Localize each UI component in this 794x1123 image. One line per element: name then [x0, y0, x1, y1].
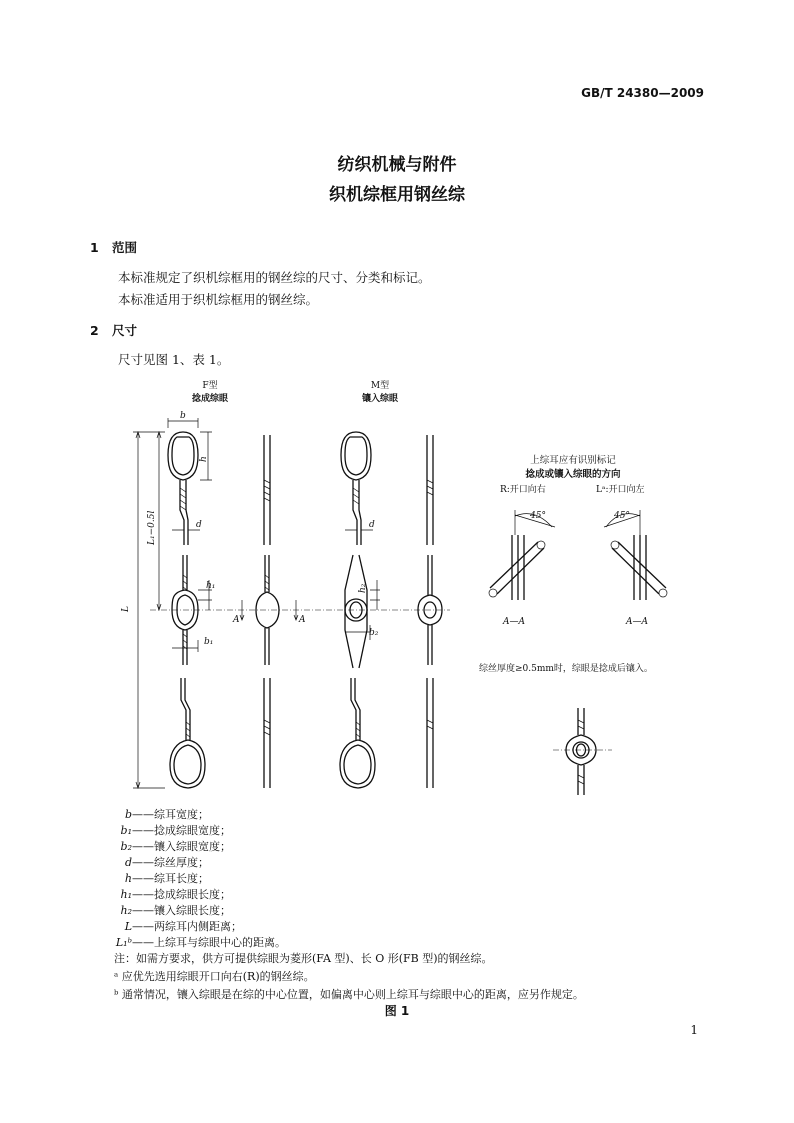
section-view-l: [604, 510, 667, 627]
legend-desc: ——捻成综眼宽度；: [132, 824, 231, 837]
note-a: ᵃ 应优先选用综眼开口向右(R)的钢丝综。: [114, 970, 315, 983]
legend-row: [100, 887, 286, 903]
f-type-side-view: [256, 435, 279, 788]
legend-symbol: b: [124, 808, 132, 821]
inserted-eye-view: [553, 708, 612, 795]
legend-symbol: b₂: [120, 840, 132, 853]
legend-row: [100, 871, 286, 887]
section-mark-a-right: A: [299, 615, 306, 625]
legend-symbol: L: [124, 920, 132, 933]
legend-desc: ——综耳长度；: [132, 872, 209, 885]
legend-desc: ——镶入综眼宽度；: [132, 840, 231, 853]
legend-symbol: h: [124, 872, 132, 885]
legend-row: [100, 935, 286, 951]
section-title: 范围: [112, 240, 138, 255]
title-line-2: 织机综框用钢丝综: [329, 185, 465, 205]
page-number: 1: [690, 1023, 698, 1037]
dim-L: L: [121, 606, 131, 612]
section-number: 1: [90, 240, 99, 255]
section-number: 2: [90, 323, 99, 338]
legend-symbol: d: [124, 856, 132, 869]
legend-symbol: h₁: [120, 888, 132, 901]
m-type-desc: 镶入综眼: [361, 394, 398, 404]
legend-symbol: b₁: [120, 824, 132, 837]
legend-row: [100, 855, 286, 871]
dim-h2: h₂: [358, 583, 368, 593]
dim-L1: L₁−0.5l: [147, 510, 157, 545]
legend-symbol: L₁ᵇ: [115, 936, 132, 949]
title-line-1: 纺织机械与附件: [337, 155, 457, 175]
l-direction-label: Lᵃ:开口向左: [596, 485, 645, 495]
legend-row: [100, 839, 286, 855]
r-direction-label: R:开口向右: [500, 485, 546, 495]
thickness-note: 综丝厚度≥0.5mm时，综眼是捻成后镶入。: [479, 664, 653, 674]
section-view-r: [489, 510, 555, 627]
legend-row: [100, 919, 286, 935]
dim-b: b: [180, 411, 186, 421]
standard-number: GB/T 24380—2009: [581, 86, 704, 100]
legend-desc: ——上综耳与综眼中心的距离。: [132, 936, 286, 949]
legend-desc: ——综丝厚度；: [132, 856, 209, 869]
marking-note-1: 上综耳应有识别标记: [530, 455, 616, 466]
f-type-label: F型: [202, 381, 218, 391]
section-mark-a-left: A: [233, 615, 240, 625]
f-type-desc: 捻成综眼: [191, 394, 228, 404]
paragraph: 尺寸见图 1、表 1。: [118, 352, 230, 367]
legend-desc: ——两综耳内侧距离；: [132, 920, 242, 933]
m-type-label: M型: [370, 381, 390, 391]
paragraph: 本标准适用于织机综框用的钢丝综。: [118, 292, 319, 307]
dim-h: h: [199, 456, 209, 462]
legend-row: [100, 807, 286, 823]
dim-b1: b₁: [204, 637, 214, 647]
angle-r: 45°: [530, 511, 546, 521]
section-label-l: A—A: [626, 617, 648, 627]
legend-row: [100, 903, 286, 919]
section-label-r: A—A: [503, 617, 525, 627]
note-b: ᵇ 通常情况，镶入综眼是在综的中心位置，如偏离中心则上综耳与综眼中心的距离，应另作规定。: [114, 988, 584, 1001]
legend-row: [100, 823, 286, 839]
dim-d-m: d: [369, 520, 375, 530]
figure-caption: 图 1: [384, 1004, 410, 1018]
dim-b2: b₂: [369, 628, 379, 638]
paragraph: 本标准规定了织机综框用的钢丝综的尺寸、分类和标记。: [118, 270, 431, 285]
legend-desc: ——镶入综眼长度；: [132, 904, 231, 917]
symbol-legend: [100, 807, 286, 951]
dim-h1: h₁: [206, 581, 216, 591]
legend-symbol: h₂: [120, 904, 132, 917]
m-type-side-view: [418, 435, 442, 788]
legend-desc: ——综耳宽度；: [132, 808, 209, 821]
note-main: 注：如需方要求，供方可提供综眼为菱形(FA 型)、长 O 形(FB 型)的钢丝综。: [114, 952, 493, 965]
angle-l: 45°: [614, 511, 630, 521]
marking-note-2: 捻成或镶入综眼的方向: [525, 469, 621, 480]
section-title: 尺寸: [112, 323, 138, 338]
dim-d-f: d: [196, 520, 202, 530]
legend-desc: ——捻成综眼长度；: [132, 888, 231, 901]
